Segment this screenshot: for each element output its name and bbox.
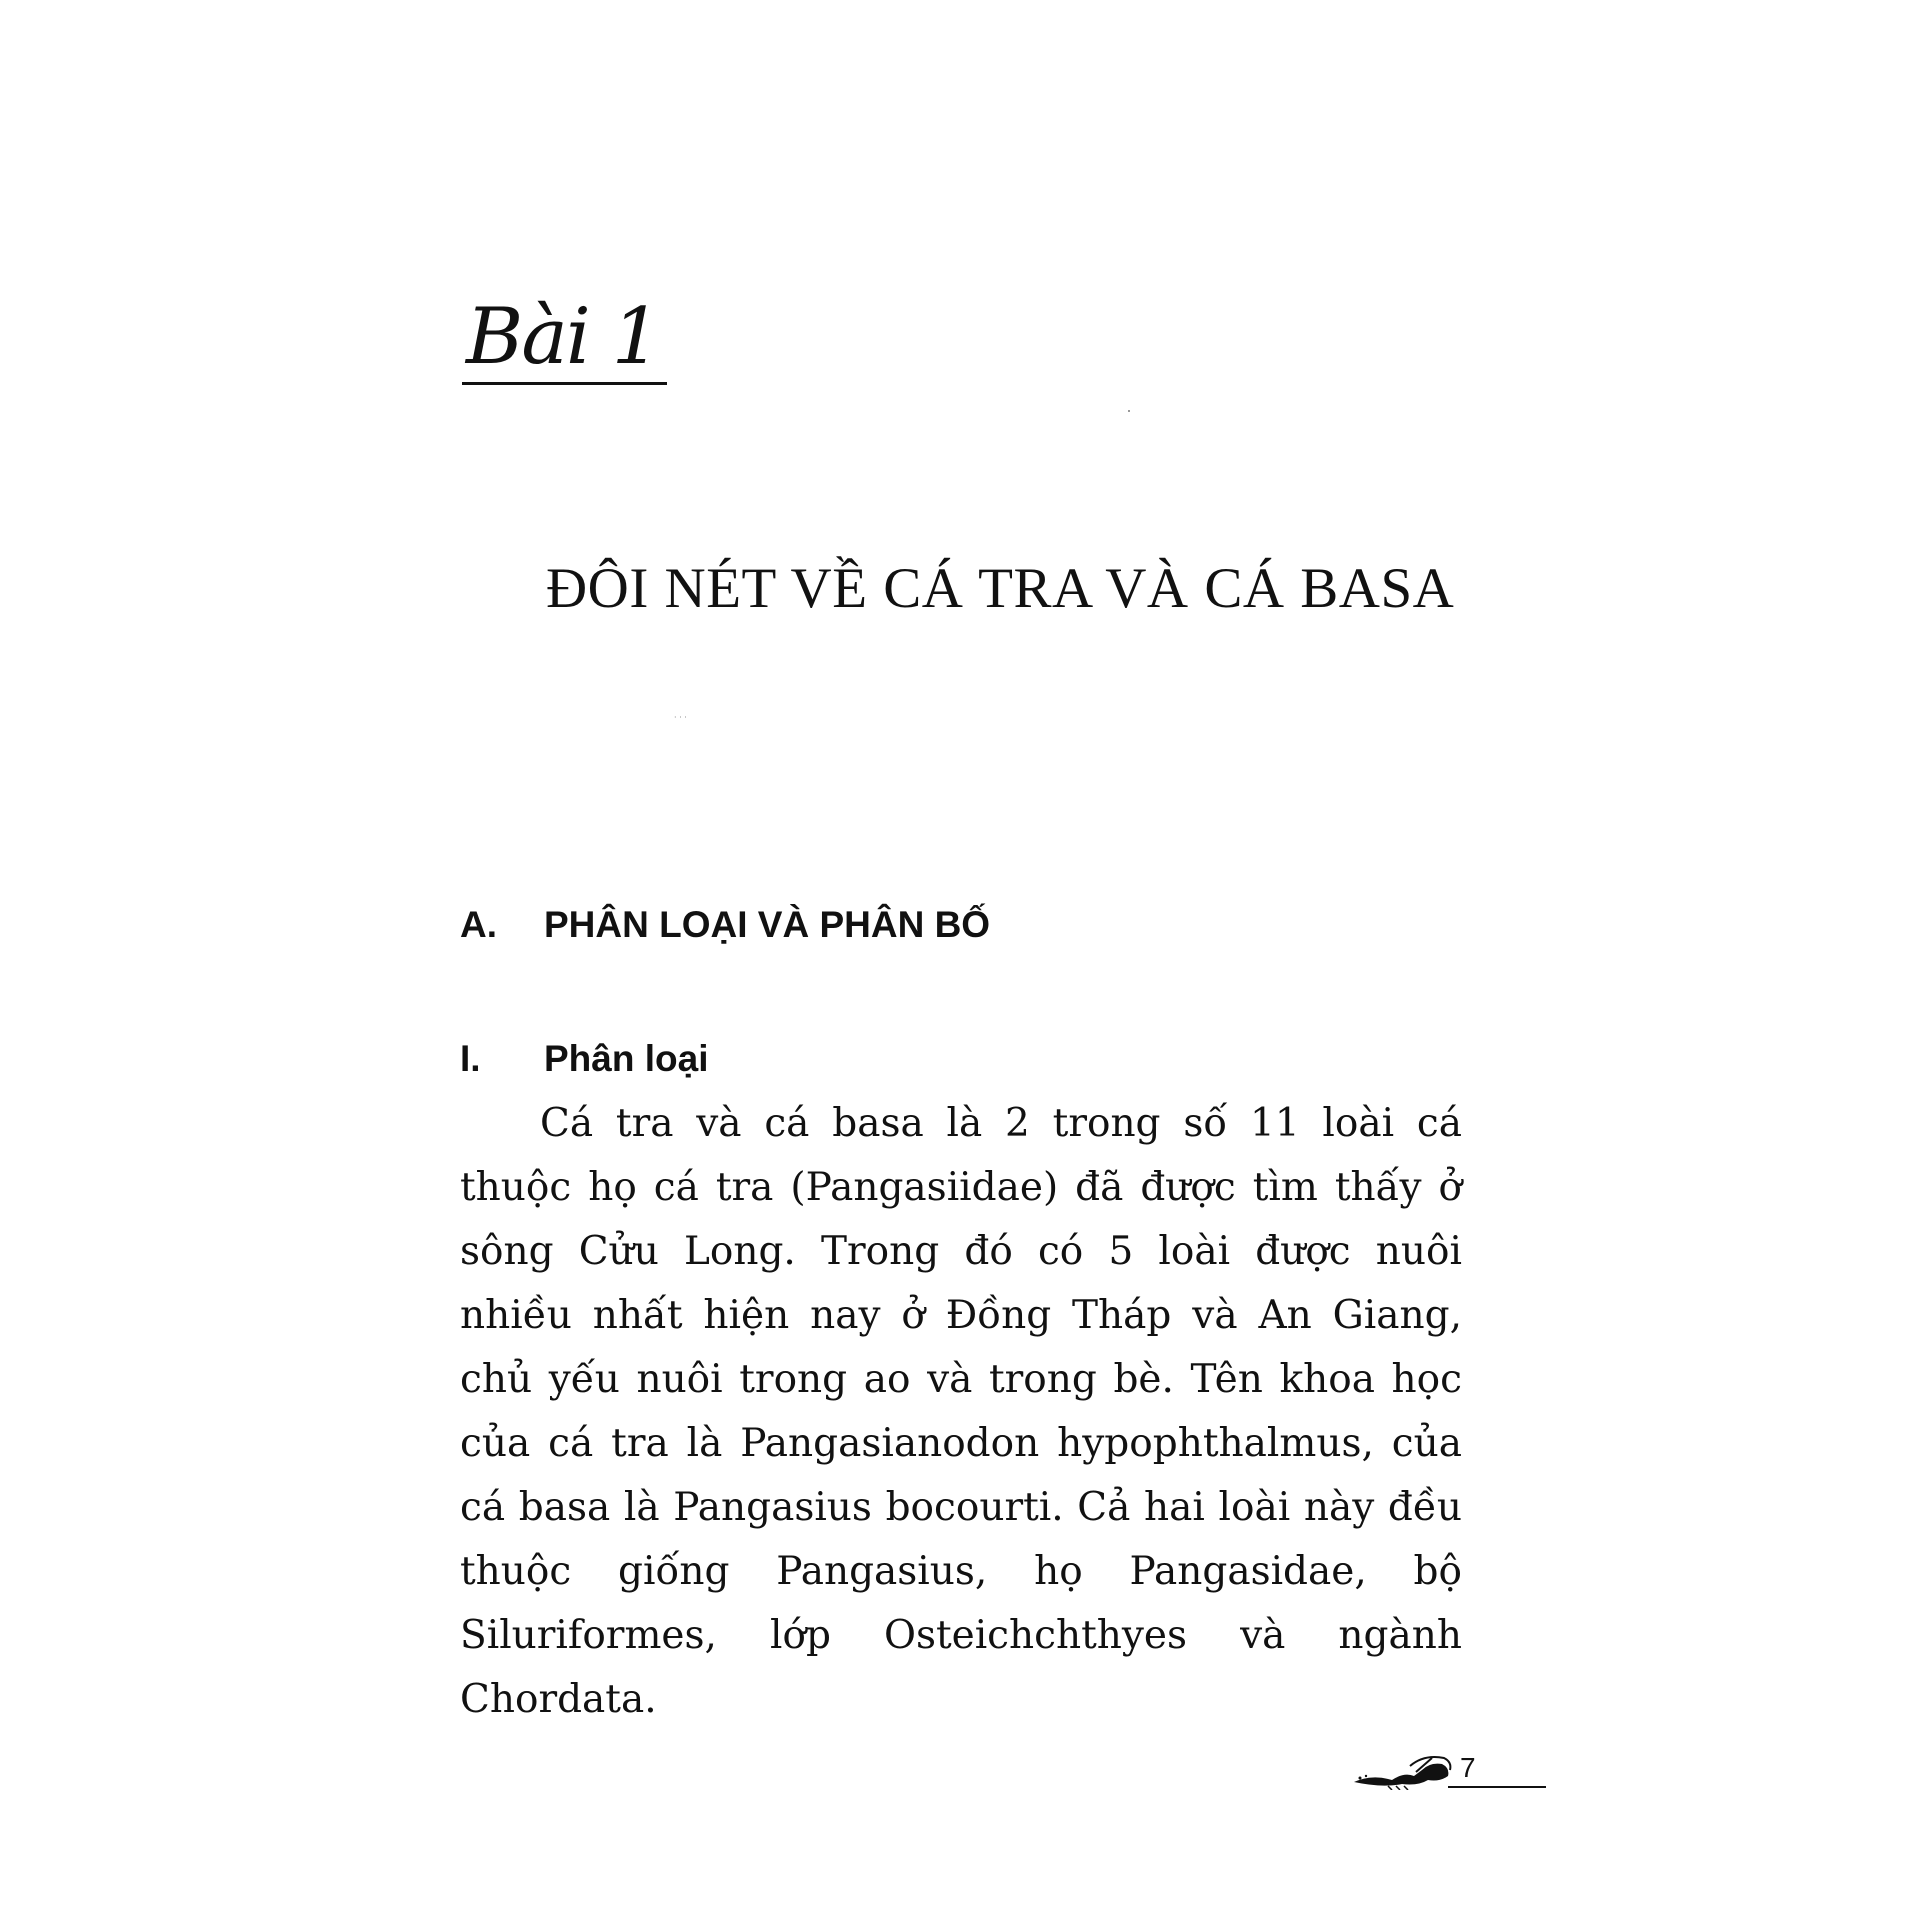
section-number: A. bbox=[460, 904, 497, 945]
chapter-title: ĐÔI NÉT VỀ CÁ TRA VÀ CÁ BASA bbox=[546, 557, 1455, 620]
page-number: 7 bbox=[1460, 1752, 1476, 1783]
subsection-heading-i bbox=[460, 1040, 708, 1077]
subsection-number: I. bbox=[460, 1038, 481, 1079]
body-paragraph: Cá tra và cá basa là 2 trong số 11 loài cá thuộc họ cá tra (Pangasiidae) đã được tìm thấy ở sông Cửu Long. Trong đó có 5 loài được nuôi nhiều nhất hiện nay ở Đồng Tháp và An Giang, chủ yếu nuôi trong ao và trong bè. Tên khoa học của cá tra là Pangasianodon hypophthalmus, của cá basa là Pangasius bocourti. Cả hai loài này đều thuộc giống Pangasius, họ Pangasidae, bộ Siluriformes, lớp Osteichchthyes và ngành Chordata. bbox=[460, 1101, 1462, 1722]
subsection-title: Phân loại bbox=[544, 1038, 709, 1079]
page-footer bbox=[1352, 1752, 1496, 1792]
section-heading-a bbox=[460, 906, 990, 943]
fish-ornament-icon bbox=[1352, 1752, 1456, 1790]
scan-dots: · · · bbox=[674, 713, 687, 722]
section-title: PHÂN LOẠI VÀ PHÂN BỐ bbox=[544, 904, 991, 945]
lesson-label: Bài 1 bbox=[462, 298, 667, 385]
footer-rule bbox=[1448, 1786, 1546, 1788]
scan-speck bbox=[1128, 410, 1130, 412]
